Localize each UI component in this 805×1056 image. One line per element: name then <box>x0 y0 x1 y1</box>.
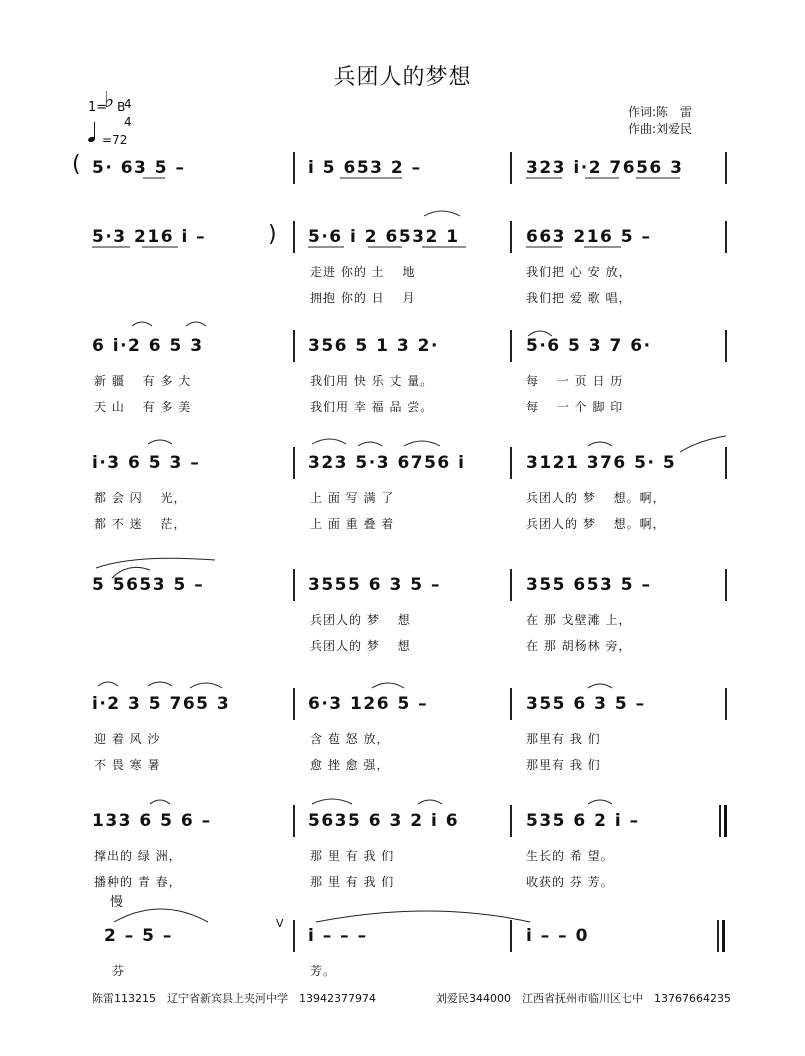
slur <box>404 441 440 446</box>
row4-lyric2-c: 兵团人的 梦 想。啊， <box>526 517 666 531</box>
slur <box>186 322 206 326</box>
row3-lyric1-c: 每 一 页 日 历 <box>526 374 624 388</box>
slur <box>312 799 352 804</box>
slur <box>148 682 172 686</box>
row7-lyric1-c: 生长的 希 望。 <box>526 849 614 863</box>
row5-lyric2-b: 在 那 胡杨林 旁， <box>526 639 632 653</box>
row5-lyric1-b: 在 那 戈壁滩 上， <box>526 613 632 627</box>
row2-lyric2-b: 我们把 爱 歌 唱， <box>526 291 632 305</box>
row7-lyric2-b: 那 里 有 我 们 <box>310 875 395 889</box>
row4-lyric1-a: 都 会 闪 光， <box>94 491 187 505</box>
row8-measure3: i – – 0 <box>526 926 589 946</box>
row7-lyric2-c: 收获的 芬 芳。 <box>526 875 614 889</box>
row3-lyric1-b: 我们用 快 乐 丈 量。 <box>310 374 434 388</box>
slur <box>358 442 382 446</box>
row6-lyric1-c: 那里有 我 们 <box>526 732 601 746</box>
row3-lyric2-c: 每 一 个 脚 印 <box>526 400 624 414</box>
row2-measure3: 663 216 5 – <box>526 227 652 247</box>
slur <box>112 567 150 578</box>
row2-measure2: 5·6 i 2 6532 1 <box>308 227 460 247</box>
tie <box>680 436 726 452</box>
tempo-marking: =72 <box>102 133 128 147</box>
row2-measure1: 5·3 216 i – <box>92 227 207 247</box>
row2-lyric2-a: 拥抱 你的 日 月 <box>310 291 416 305</box>
row2-lyric1-a: 走进 你的 土 地 <box>310 265 416 279</box>
row6-lyric1-a: 迎 着 风 沙 <box>94 732 161 746</box>
row5-measure2: 3555 6 3 5 – <box>308 575 441 595</box>
row3-measure2: 356 5 1 3 2· <box>308 336 439 356</box>
time-signature-top: 4 <box>124 97 132 111</box>
lyricist-credit: 作词:陈 雷 <box>628 105 693 119</box>
slur <box>372 683 404 688</box>
row8-lyric1-b: 芳。 <box>310 964 337 978</box>
row8-measure2: i – – – <box>308 926 368 946</box>
row4-measure2: 323 5·3 6756 i <box>308 453 466 473</box>
row5-lyric2-a: 兵团人的 梦 想 <box>310 639 411 653</box>
slur <box>132 322 152 326</box>
slur <box>312 439 346 444</box>
row7-lyric2-a: 播种的 青 春， <box>94 875 182 889</box>
slur <box>588 684 612 688</box>
time-signature-bottom: 4 <box>124 115 132 129</box>
row2-lyric1-b: 我们把 心 安 放， <box>526 265 632 279</box>
row6-lyric2-c: 那里有 我 们 <box>526 758 601 772</box>
row3-measure1: 6 i·2 6 5 3 <box>92 336 204 356</box>
row8-measure1: 2 – 5 – <box>104 926 173 946</box>
row4-lyric1-b: 上 面 写 满 了 <box>310 491 395 505</box>
row4-measure3: 3121 376 5· 5 <box>526 453 677 473</box>
intro-paren-open: ( <box>72 152 81 177</box>
row7-measure1: 133 6 5 6 – <box>92 811 212 831</box>
row5-measure1: 5 5653 5 – <box>92 575 205 595</box>
footer-contact-left: 陈雷113215 辽宁省新宾县上夹河中学 13942377974 <box>92 992 376 1005</box>
row6-measure2: 6·3 126 5 – <box>308 694 429 714</box>
breath-mark: V <box>276 917 284 930</box>
footer-contact-right: 刘爱民344000 江西省抚州市临川区七中 13767664235 <box>436 992 731 1005</box>
slur <box>148 440 172 444</box>
row6-lyric2-b: 愈 挫 愈 强， <box>310 758 390 772</box>
slur <box>588 442 612 446</box>
row1-measure2: i 5 653 2 – <box>308 158 422 178</box>
flat-sign: ♭ <box>104 88 115 113</box>
slow-marking: 慢 <box>110 895 124 910</box>
row7-measure3: 535 6 2 i – <box>526 811 640 831</box>
row3-lyric1-a: 新 疆 有 多 大 <box>94 374 192 388</box>
row6-measure1: i·2 3 5 765 3 <box>92 694 231 714</box>
row4-lyric1-c: 兵团人的 梦 想。啊， <box>526 491 666 505</box>
composer-credit: 作曲:刘爱民 <box>628 122 693 136</box>
row8-lyric1-a: 芬 <box>112 964 126 978</box>
row6-lyric1-b: 含 苞 怒 放， <box>310 732 390 746</box>
row3-measure3: 5·6 5 3 7 6· <box>526 336 652 356</box>
row6-lyric2-a: 不 畏 寒 暑 <box>94 758 161 772</box>
song-title: 兵团人的梦想 <box>333 65 472 90</box>
slur <box>528 331 552 336</box>
row1-measure3: 323 i·2 7656 3 <box>526 158 684 178</box>
row6-measure3: 355 6 3 5 – <box>526 694 646 714</box>
slur <box>114 909 208 922</box>
row4-lyric2-a: 都 不 迷 茫， <box>94 517 187 531</box>
row4-measure1: i·3 6 5 3 – <box>92 453 201 473</box>
slur <box>190 683 222 688</box>
row7-measure2: 5635 6 3 2 i 6 <box>308 811 460 831</box>
slur <box>150 800 170 804</box>
row4-lyric2-b: 上 面 重 叠 着 <box>310 517 395 531</box>
row1-measure1: 5· 63 5 – <box>92 158 186 178</box>
row3-lyric2-a: 天 山 有 多 美 <box>94 400 192 414</box>
slur <box>424 211 460 216</box>
row5-measure3: 355 653 5 – <box>526 575 652 595</box>
slur <box>316 911 530 922</box>
slur <box>418 800 442 804</box>
row7-lyric1-a: 撑出的 绿 洲， <box>94 849 182 863</box>
row7-lyric1-b: 那 里 有 我 们 <box>310 849 395 863</box>
tie <box>96 558 215 568</box>
row3-lyric2-b: 我们用 幸 福 品 尝。 <box>310 400 434 414</box>
key-letter: B <box>117 100 126 114</box>
slur <box>98 682 118 686</box>
row5-lyric1-a: 兵团人的 梦 想 <box>310 613 411 627</box>
slur <box>588 800 612 804</box>
key-prefix: 1= <box>88 100 108 115</box>
intro-paren-close: ) <box>268 222 277 247</box>
